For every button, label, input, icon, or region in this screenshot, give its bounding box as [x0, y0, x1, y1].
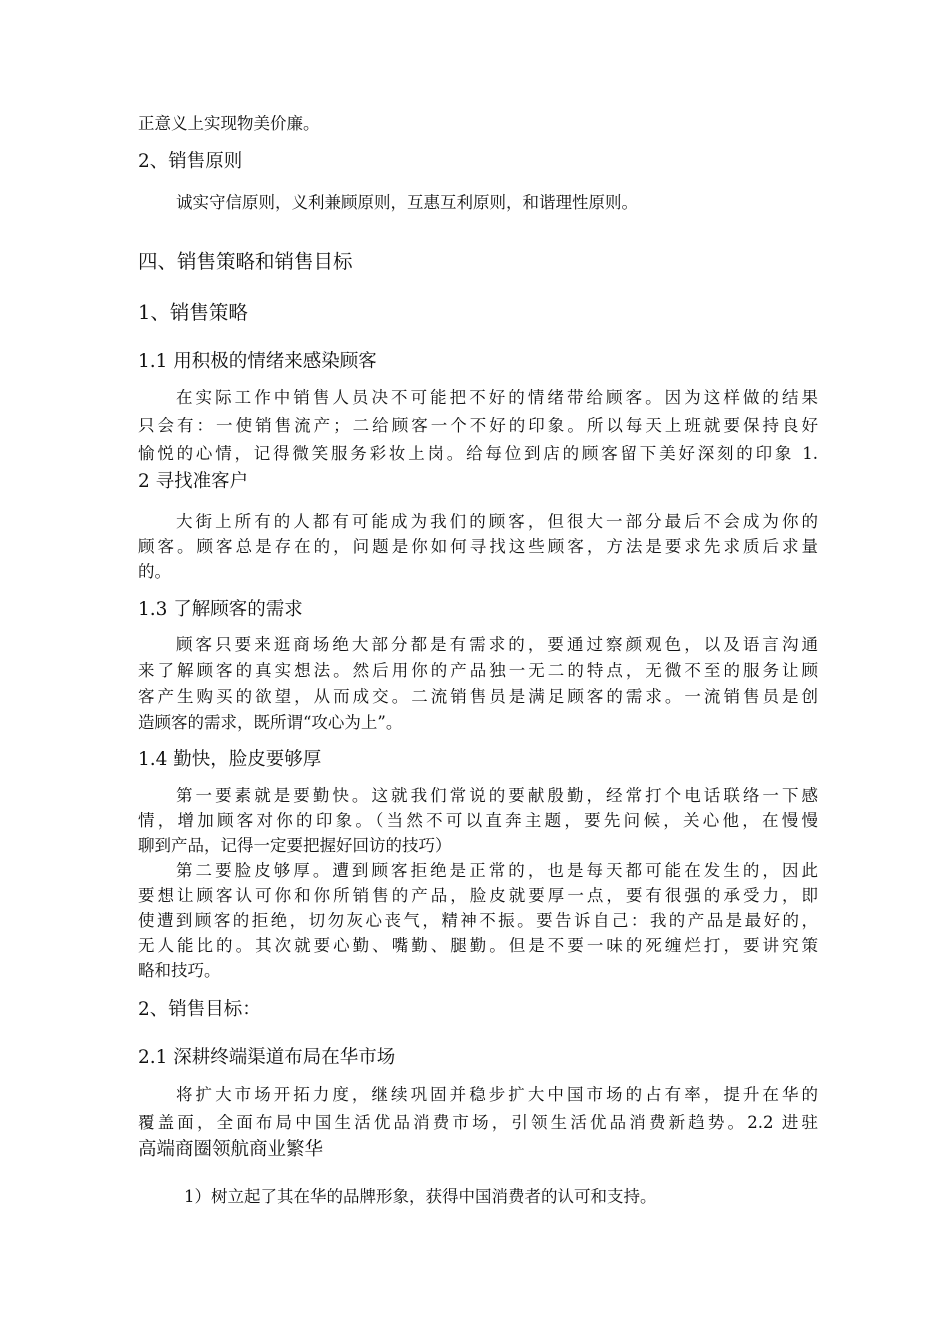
paragraph-line: 正意义上实现物美价廉。 — [138, 114, 320, 133]
subsection-heading: 2.1 深耕终端渠道布局在华市场 — [138, 1047, 396, 1068]
paragraph-line: 诚实守信原则，义利兼顾原则，互惠互利原则，和谐理性原则。 — [176, 193, 638, 212]
paragraph-line: 将扩大市场开拓力度，继续巩固并稳步扩大中国市场的占有率，提升在华的 — [176, 1085, 818, 1104]
paragraph-line: 只会有：一使销售流产；二给顾客一个不好的印象。所以每天上班就要保持良好 — [138, 416, 818, 435]
paragraph-line: 来了解顾客的真实想法。然后用你的产品独一无二的特点，无微不至的服务让顾 — [138, 661, 818, 680]
list-item: 1）树立起了其在华的品牌形象，获得中国消费者的认可和支持。 — [184, 1187, 657, 1206]
paragraph-line: 愉悦的心情，记得微笑服务彩妆上岗。给每位到店的顾客留下美好深刻的印象 1. — [138, 444, 818, 463]
subsection-heading: 1.3 了解顾客的需求 — [138, 599, 303, 620]
subsection-heading: 高端商圈领航商业繁华 — [138, 1139, 324, 1160]
paragraph-line: 第一要素就是要勤快。这就我们常说的要献殷勤，经常打个电话联络一下感 — [176, 786, 818, 805]
subsection-heading: 2 寻找准客户 — [138, 471, 249, 492]
paragraph-line: 略和技巧。 — [138, 961, 221, 980]
paragraph-line: 无人能比的。其次就要心勤、嘴勤、腿勤。但是不要一味的死缠烂打，要讲究策 — [138, 936, 818, 955]
section-heading: 2、销售原则 — [138, 151, 243, 172]
chapter-heading: 四、销售策略和销售目标 — [138, 250, 353, 273]
subsection-heading: 1.1 用积极的情绪来感染顾客 — [138, 351, 377, 372]
paragraph-line: 要想让顾客认可你和你所销售的产品，脸皮就要厚一点，要有很强的承受力，即 — [138, 886, 818, 905]
paragraph-line: 造顾客的需求，既所谓“攻心为上”。 — [138, 713, 403, 732]
paragraph-line: 聊到产品，记得一定要把握好回访的技巧） — [138, 836, 452, 855]
paragraph-line: 大街上所有的人都有可能成为我们的顾客，但很大一部分最后不会成为你的 — [176, 512, 818, 531]
paragraph-line: 第二要脸皮够厚。遭到顾客拒绝是正常的，也是每天都可能在发生的，因此 — [176, 861, 818, 880]
section-heading: 2、销售目标： — [138, 999, 261, 1020]
paragraph-line: 覆盖面，全面布局中国生活优品消费市场，引领生活优品消费新趋势。2.2 进驻 — [138, 1113, 818, 1132]
paragraph-line: 的。 — [138, 562, 171, 581]
paragraph-line: 客产生购买的欲望，从而成交。二流销售员是满足顾客的需求。一流销售员是创 — [138, 687, 818, 706]
paragraph-line: 使遭到顾客的拒绝，切勿灰心丧气，精神不振。要告诉自己：我的产品是最好的， — [138, 911, 818, 930]
paragraph-line: 顾客只要来逛商场绝大部分都是有需求的，要通过察颜观色，以及语言沟通 — [176, 635, 818, 654]
subsection-heading: 1.4 勤快，脸皮要够厚 — [138, 749, 322, 770]
paragraph-line: 情，增加顾客对你的印象。（当然不可以直奔主题，要先问候，关心他，在慢慢 — [138, 811, 818, 830]
section-heading: 1、销售策略 — [138, 301, 248, 324]
paragraph-line: 在实际工作中销售人员决不可能把不好的情绪带给顾客。因为这样做的结果 — [176, 388, 818, 407]
paragraph-line: 顾客。顾客总是存在的，问题是你如何寻找这些顾客，方法是要求先求质后求量 — [138, 537, 818, 556]
